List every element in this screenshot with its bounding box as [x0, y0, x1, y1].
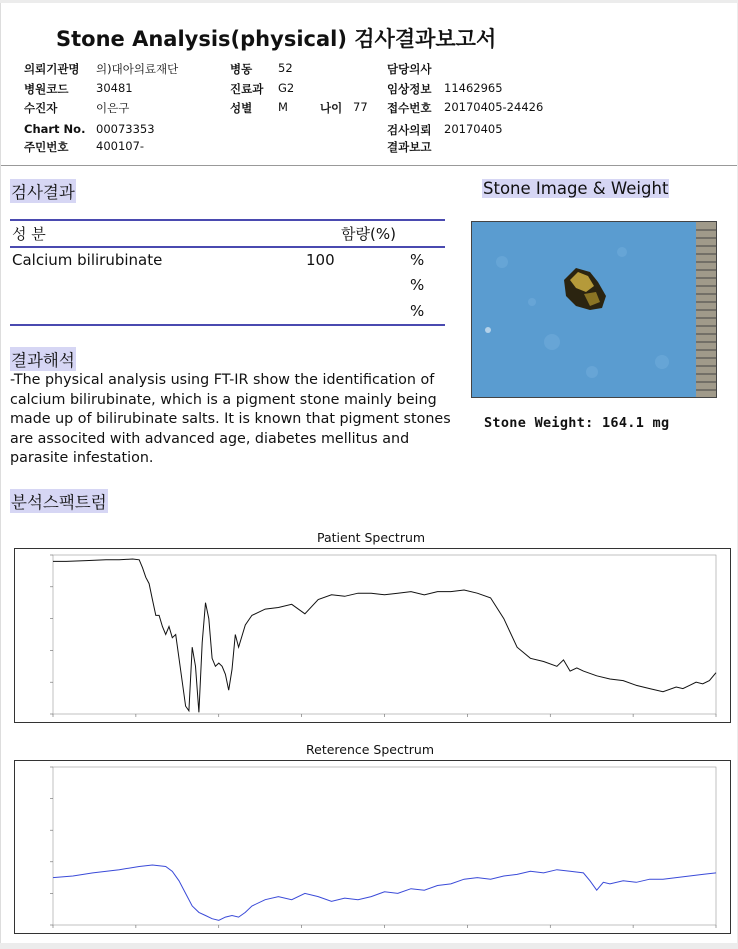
header-divider: [1, 165, 737, 166]
header-value: 의)대아의료재단: [96, 62, 179, 76]
patient-spectrum-line: [53, 559, 716, 712]
table-top-rule: [10, 219, 445, 221]
reference-spectrum-frame: [53, 767, 716, 925]
header-value: 20170405: [444, 122, 503, 136]
results-heading: 검사결과: [10, 179, 76, 203]
column-header-content: 함량(%): [341, 225, 396, 243]
header-label: 진료과: [230, 82, 264, 96]
header-value: 11462965: [444, 81, 503, 95]
column-header-component: 성 분: [12, 225, 46, 243]
header-label: 나이: [320, 101, 343, 115]
table-bottom-rule: [10, 324, 445, 326]
header-value: G2: [278, 81, 295, 95]
reference-spectrum-plot: [14, 760, 731, 934]
header-label: 접수번호: [387, 101, 432, 115]
result-value: 100: [306, 251, 335, 269]
header-value: 이은구: [96, 101, 130, 115]
header-label: 의뢰기관명: [24, 62, 80, 76]
reference-spectrum-line: [53, 865, 716, 920]
header-label: 임상정보: [387, 82, 432, 96]
patient-spectrum-chart: [15, 549, 730, 722]
header-value: 77: [353, 100, 368, 114]
report-title: Stone Analysis(physical) 검사결과보고서: [56, 27, 497, 51]
header-label: 담당의사: [387, 62, 432, 76]
header-value: M: [278, 100, 288, 114]
reference-spectrum-title: Reterence Spectrum: [306, 742, 434, 757]
patient-spectrum-plot: [14, 548, 731, 723]
header-label: 병동: [230, 62, 253, 76]
header-value: 30481: [96, 81, 133, 95]
header-label: 검사의뢰: [387, 123, 432, 137]
result-unit: %: [410, 251, 425, 269]
spectrum-heading: 분석스팩트럼: [10, 489, 108, 513]
header-label: 결과보고: [387, 140, 432, 154]
patient-spectrum-title: Patient Spectrum: [317, 530, 426, 545]
header-label: Chart No.: [24, 122, 86, 136]
stone-photo: [471, 221, 717, 398]
header-label: 병원코드: [24, 82, 69, 96]
interpretation-text: -The physical analysis using FT-IR show the identification of calcium bilirubinate, which is a pigment stone mainly being made up of bilirubinate salts. It is known that pigment stones are associted with advanced age, diabetes mellitus and parasite infestation.: [10, 372, 451, 467]
header-label: 주민번호: [24, 140, 69, 154]
report-sheet: [0, 3, 737, 943]
header-value: 00073353: [96, 122, 155, 136]
result-component: Calcium bilirubinate: [12, 251, 163, 269]
table-header-rule: [10, 246, 445, 248]
header-value: 400107-: [96, 139, 145, 153]
image-heading: Stone Image & Weight: [483, 179, 669, 198]
stone-image: [472, 222, 716, 397]
interpretation-heading: 결과해석: [10, 347, 76, 371]
header-label: 성별: [230, 101, 253, 115]
result-unit: %: [410, 302, 425, 320]
header-value: 52: [278, 61, 293, 75]
patient-spectrum-frame: [53, 555, 716, 714]
header-value: 20170405-24426: [444, 100, 544, 114]
header-label: 수진자: [24, 101, 58, 115]
reference-spectrum-chart: [15, 761, 730, 933]
stone-weight: Stone Weight: 164.1 mg: [484, 415, 670, 431]
result-unit: %: [410, 276, 425, 294]
